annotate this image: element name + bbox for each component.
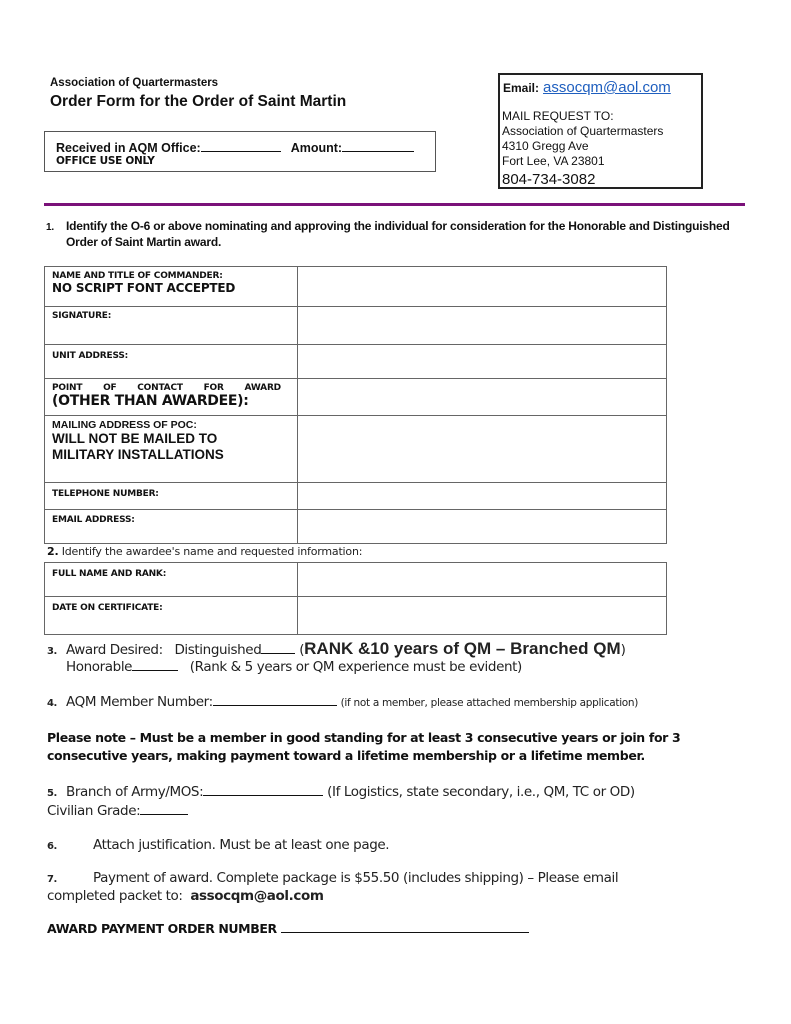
payment-order-blank[interactable] xyxy=(281,920,529,933)
table-row xyxy=(45,307,667,345)
contact-box xyxy=(498,73,703,189)
label-text xyxy=(52,383,297,393)
honorable-requirement: (Rank & 5 years or QM experience must be evident) xyxy=(189,659,522,675)
section-divider xyxy=(44,203,745,206)
table-row xyxy=(45,563,667,597)
justification-text: Attach justification. Must be at least one page. xyxy=(93,837,390,853)
honorable-line xyxy=(66,658,522,675)
awardee-info-table xyxy=(44,562,667,635)
branch-label: Branch of Army/MOS: xyxy=(66,784,204,800)
section7-number: 7. xyxy=(47,874,57,885)
full-name-field[interactable] xyxy=(298,563,667,597)
contact-email-row xyxy=(503,79,671,96)
label-text: FULL NAME AND RANK: xyxy=(52,569,167,579)
label-subtext: (OTHER THAN AWARDEE): xyxy=(52,393,249,409)
label-text: MAILING ADDRESS OF POC: xyxy=(52,419,197,431)
mail-address xyxy=(502,109,663,169)
member-number-line xyxy=(47,693,638,710)
civilian-grade-label: Civilian Grade: xyxy=(47,803,141,819)
section1-text: Identify the O-6 or above nominating and approving the individual for consideration for the Honorable and Distinguished Order of Saint Martin award. xyxy=(66,219,730,249)
member-number-label: AQM Member Number: xyxy=(66,694,213,710)
label-word: AWARD xyxy=(244,383,281,393)
certificate-date-field[interactable] xyxy=(298,597,667,635)
signature-label xyxy=(45,307,298,345)
poc-mailing-address-label xyxy=(45,416,298,483)
table-row xyxy=(45,267,667,307)
label-text: NAME AND TITLE OF COMMANDER: xyxy=(52,271,223,281)
poc-field[interactable] xyxy=(298,379,667,416)
payment-email-line xyxy=(47,888,324,904)
office-use-box xyxy=(44,131,436,172)
label-text: SIGNATURE: xyxy=(52,311,112,321)
commander-name-field[interactable] xyxy=(298,267,667,307)
amount-blank[interactable] xyxy=(342,139,414,152)
label-word: POINT xyxy=(52,383,83,393)
branch-note: (If Logistics, state secondary, i.e., QM, TC or OD) xyxy=(327,784,635,800)
section3-number: 3. xyxy=(47,646,57,657)
distinguished-requirement: RANK &10 years of QM – Branched QM xyxy=(304,639,621,658)
table-row xyxy=(45,597,667,635)
table-row xyxy=(45,510,667,544)
unit-address-label xyxy=(45,345,298,379)
label-word: FOR xyxy=(203,383,224,393)
label-text: DATE ON CERTIFICATE: xyxy=(52,603,163,613)
table-row xyxy=(45,379,667,416)
page-title: Order Form for the Order of Saint Martin xyxy=(50,93,347,110)
telephone-field[interactable] xyxy=(298,483,667,510)
paren: ( xyxy=(299,642,305,658)
received-label: Received in AQM Office: xyxy=(56,141,201,155)
certificate-date-label xyxy=(45,597,298,635)
address-line: 4310 Gregg Ave xyxy=(502,139,589,153)
office-use-only-note: OFFICE USE ONLY xyxy=(56,155,155,167)
justification-line xyxy=(47,837,389,853)
commander-name-label xyxy=(45,267,298,307)
payment-order-line xyxy=(47,920,529,936)
paren: ) xyxy=(620,642,626,658)
membership-note: Please note – Must be a member in good standing for at least 3 consecutive years or join for 3 consecutive years, making payment toward a lifetime membership or a lifetime member. xyxy=(47,730,681,763)
payment-text: Payment of award. Complete package is $55.50 (includes shipping) – Please email xyxy=(93,870,619,886)
section2-instruction xyxy=(47,545,362,558)
signature-field[interactable] xyxy=(298,307,667,345)
payment-line xyxy=(47,870,618,886)
member-number-blank[interactable] xyxy=(213,693,337,706)
section5-number: 5. xyxy=(47,788,57,799)
label-text: EMAIL ADDRESS: xyxy=(52,515,135,525)
section1-number: 1. xyxy=(46,222,54,233)
unit-address-field[interactable] xyxy=(298,345,667,379)
commander-info-table xyxy=(44,266,667,544)
address-line: Association of Quartermasters xyxy=(502,124,664,138)
section2-number: 2. xyxy=(47,545,59,558)
label-subtext: NO SCRIPT FONT ACCEPTED xyxy=(52,281,236,295)
office-received-line xyxy=(56,139,414,155)
email-address-field[interactable] xyxy=(298,510,667,544)
table-row xyxy=(45,483,667,510)
poc-mailing-address-field[interactable] xyxy=(298,416,667,483)
label-text: UNIT ADDRESS: xyxy=(52,351,129,361)
telephone-label xyxy=(45,483,298,510)
civilian-grade-blank[interactable] xyxy=(140,802,188,815)
email-address-label xyxy=(45,510,298,544)
payment-email[interactable]: assocqm@aol.com xyxy=(190,888,324,904)
section2-text: Identify the awardee's name and requested information: xyxy=(61,545,363,558)
phone-number: 804-734-3082 xyxy=(502,171,596,188)
table-row xyxy=(45,416,667,483)
mail-request-label: MAIL REQUEST TO: xyxy=(502,109,614,123)
label-word: CONTACT xyxy=(137,383,183,393)
table-row xyxy=(45,345,667,379)
email-link[interactable]: assocqm@aol.com xyxy=(543,79,671,96)
branch-line xyxy=(47,783,635,800)
distinguished-blank[interactable] xyxy=(261,641,295,654)
member-number-note: (if not a member, please attached membership application) xyxy=(340,697,639,709)
received-blank[interactable] xyxy=(201,139,281,152)
full-name-label xyxy=(45,563,298,597)
section1-instruction xyxy=(46,218,746,250)
label-subtext: WILL NOT BE MAILED TO xyxy=(52,431,218,446)
payment-order-label: AWARD PAYMENT ORDER NUMBER xyxy=(47,921,277,936)
civilian-grade-line xyxy=(47,802,188,819)
honorable-blank[interactable] xyxy=(132,658,178,671)
label-subtext: MILITARY INSTALLATIONS xyxy=(52,447,224,462)
label-word: OF xyxy=(103,383,117,393)
amount-label: Amount: xyxy=(290,141,343,155)
organization-name: Association of Quartermasters xyxy=(50,77,219,89)
award-desired-label: Award Desired: xyxy=(66,642,163,658)
branch-blank[interactable] xyxy=(203,783,323,796)
address-line: Fort Lee, VA 23801 xyxy=(502,154,605,168)
award-desired-line xyxy=(47,639,625,659)
email-label: Email: xyxy=(503,81,540,95)
section4-number: 4. xyxy=(47,698,57,709)
payment-text-2: completed packet to: xyxy=(47,888,183,904)
label-text: TELEPHONE NUMBER: xyxy=(52,489,159,499)
distinguished-label: Distinguished xyxy=(174,642,262,658)
honorable-label: Honorable xyxy=(66,659,133,675)
section6-number: 6. xyxy=(47,841,57,852)
poc-label xyxy=(45,379,298,416)
